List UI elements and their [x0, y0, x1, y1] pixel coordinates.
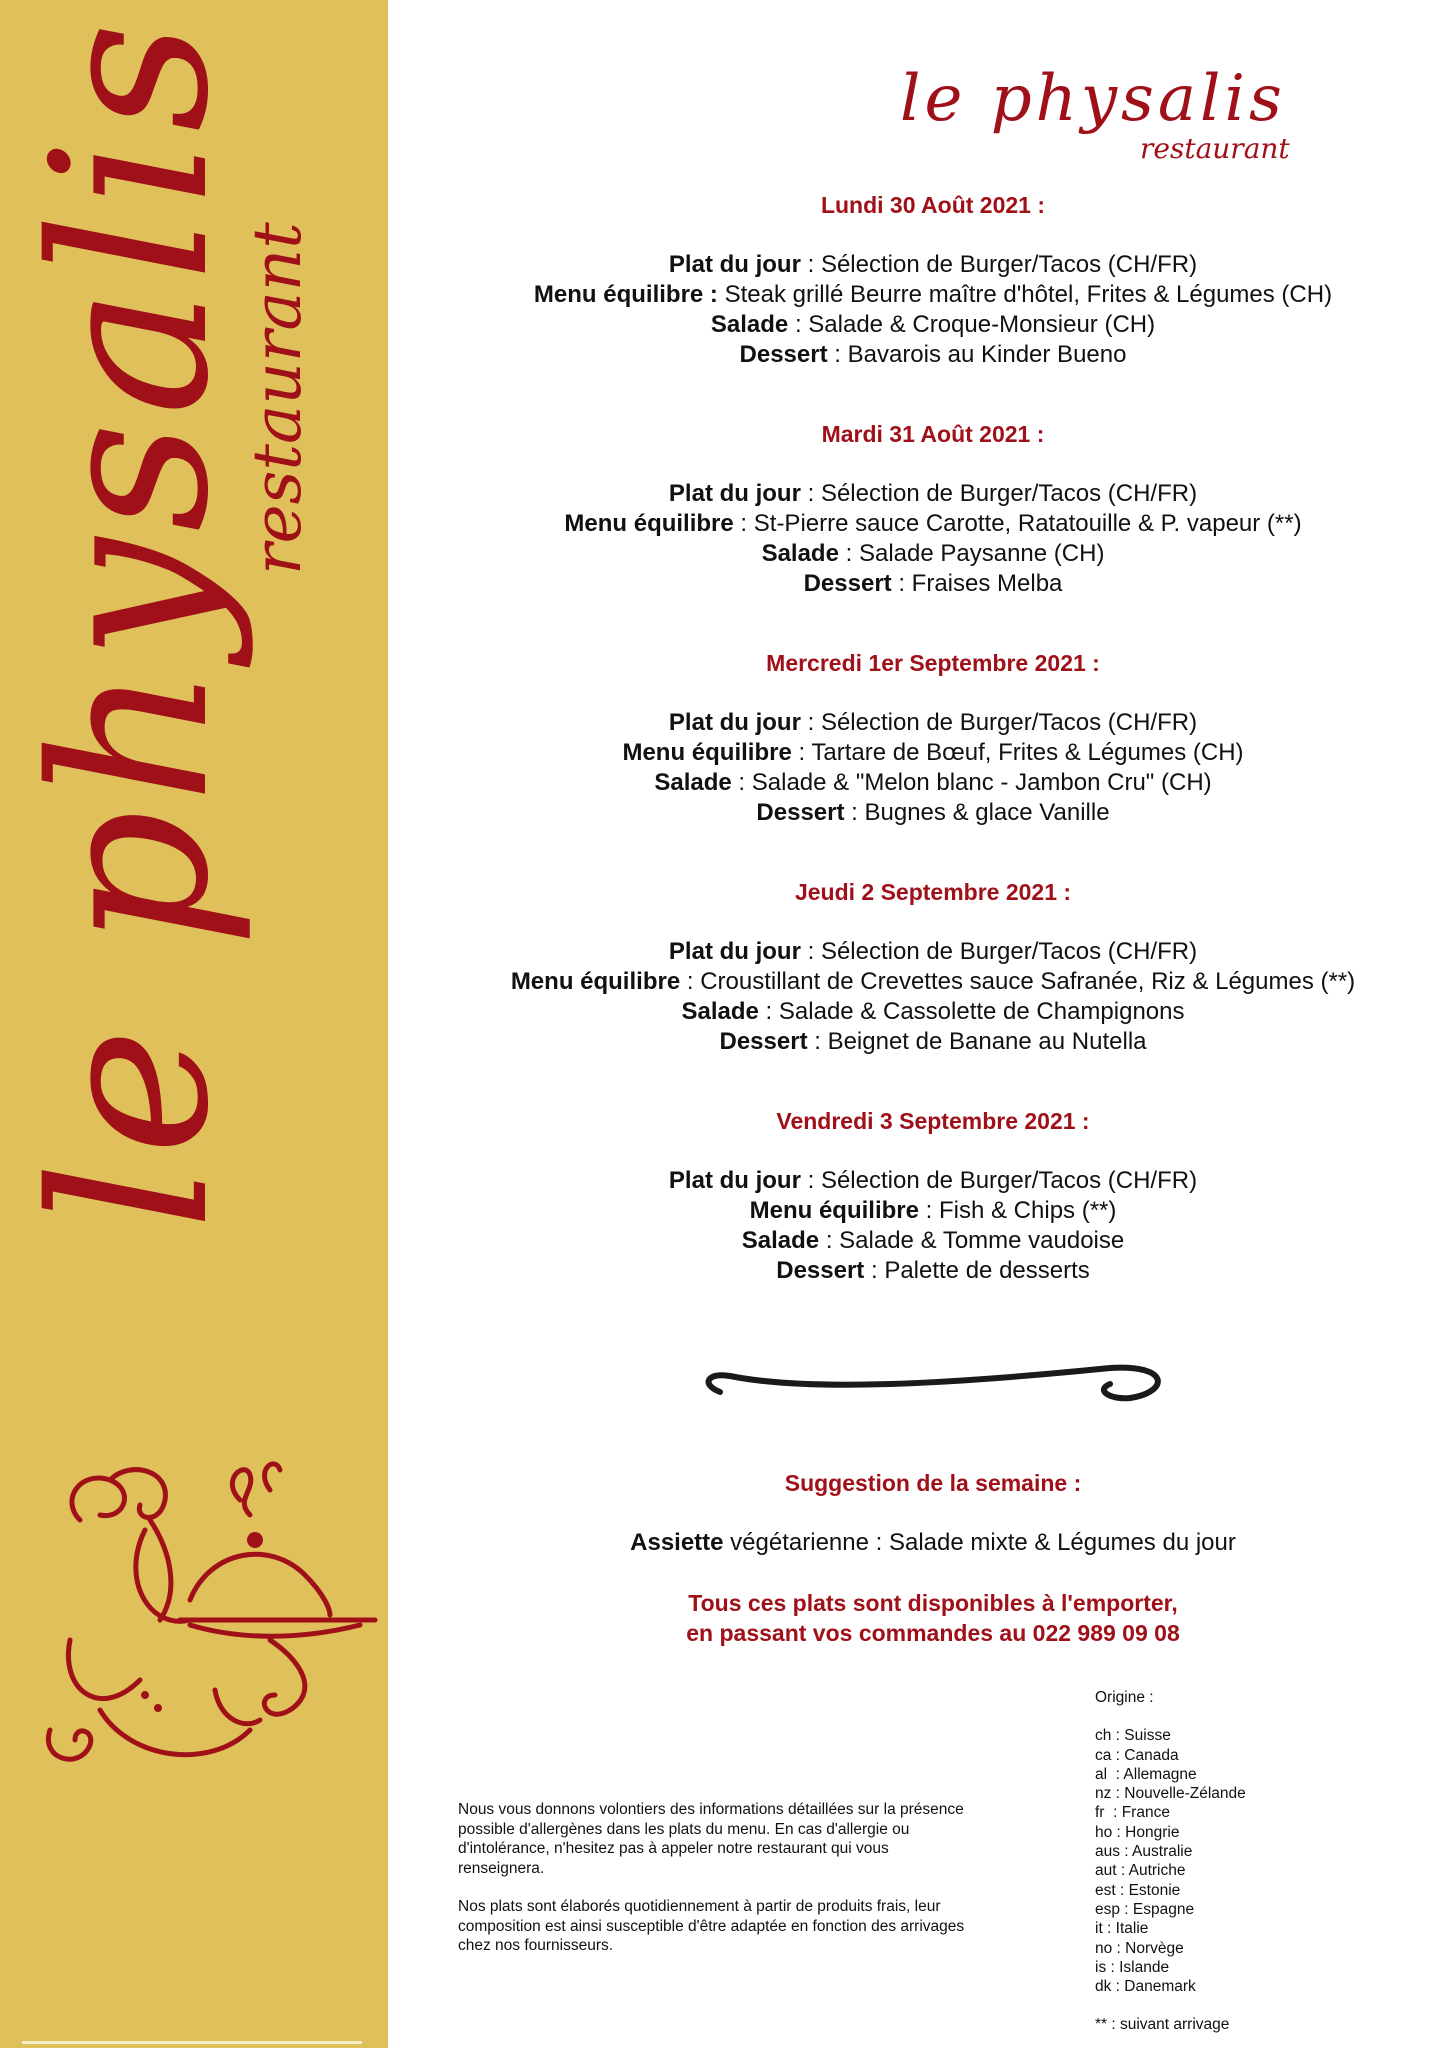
day-title: Mardi 31 Août 2021 :: [821, 421, 1045, 447]
day-title: Jeudi 2 Septembre 2021 :: [794, 879, 1072, 905]
dish-category: Salade: [741, 1227, 820, 1254]
dish-line: [420, 798, 1446, 828]
vertical-logo: [0, 0, 388, 1400]
dish-separator: :: [807, 1028, 828, 1055]
dish-description: Sélection de Burger/Tacos (CH/FR): [820, 251, 1198, 278]
dish-category: Dessert: [739, 341, 828, 368]
decorative-flourish: [690, 1362, 1170, 1422]
dish-description: Fish & Chips (**): [939, 1197, 1117, 1224]
dish-category: Dessert: [719, 1028, 808, 1055]
day-section: [420, 1106, 1446, 1286]
origin-item: fr : France: [1095, 1804, 1170, 1822]
dish-category: Plat du jour: [668, 251, 801, 278]
suggestion-title: Suggestion de la semaine :: [784, 1470, 1082, 1496]
dish-separator: :: [838, 540, 859, 567]
dish-line: [420, 768, 1446, 798]
dish-line: [420, 479, 1446, 509]
origin-title: Origine :: [1095, 1689, 1154, 1706]
header-logo-tagline: restaurant: [1140, 132, 1290, 165]
dish-category: Menu équilibre :: [533, 281, 718, 308]
origin-item: al : Allemagne: [1095, 1765, 1197, 1783]
dish-description: Salade Paysanne (CH): [858, 540, 1105, 567]
dish-description: Salade & Tomme vaudoise: [839, 1227, 1125, 1254]
dish-category: Plat du jour: [668, 480, 801, 507]
dish-line: [420, 569, 1446, 599]
suggestion-label-plain: végétarienne: [723, 1529, 869, 1556]
dish-line: [420, 280, 1446, 310]
suggestion-dish: [420, 1528, 1446, 1558]
dish-category: Plat du jour: [668, 938, 801, 965]
origin-item: aus : Australie: [1095, 1843, 1193, 1861]
dish-line: [420, 1166, 1446, 1196]
day-section: [420, 190, 1446, 370]
takeaway-line-2: en passant vos commandes au 022 989 09 08: [686, 1620, 1180, 1646]
dish-description: Salade & "Melon blanc - Jambon Cru" (CH): [751, 769, 1212, 796]
dish-description: Salade & Croque-Monsieur (CH): [808, 311, 1156, 338]
dish-description: Sélection de Burger/Tacos (CH/FR): [820, 1167, 1198, 1194]
origin-item: nz : Nouvelle-Zélande: [1095, 1785, 1246, 1803]
takeaway-line-1: Tous ces plats sont disponibles à l'emporter,: [688, 1590, 1178, 1616]
dish-line: [420, 250, 1446, 280]
dish-line: [420, 509, 1446, 539]
dish-line: [420, 310, 1446, 340]
dish-description: Sélection de Burger/Tacos (CH/FR): [820, 938, 1198, 965]
dish-line: [420, 1226, 1446, 1256]
origin-item: esp : Espagne: [1095, 1900, 1195, 1918]
dish-line: [420, 1256, 1446, 1286]
dish-category: Salade: [761, 540, 839, 567]
dish-line: [420, 539, 1446, 569]
sidebar-bottom-rule: [22, 2041, 362, 2044]
allergen-paragraph-1: Nous vous donnons volontiers des informations détaillées sur la présence possible d'allergènes dans les plats du menu. En cas d'allergie ou d'intolérance, n'hesitez pas à appeler notre restaurant qui vous renseignera.: [458, 1801, 964, 1877]
dish-category: Menu équilibre: [749, 1197, 919, 1224]
dish-separator: :: [800, 251, 821, 278]
dish-description: Fraises Melba: [911, 570, 1063, 597]
day-section: [420, 419, 1446, 599]
suggestion-sep: :: [868, 1529, 889, 1556]
dish-line: [420, 340, 1446, 370]
dish-separator: :: [864, 1257, 885, 1284]
dish-category: Plat du jour: [668, 709, 801, 736]
origin-note: ** : suivant arrivage: [1095, 2016, 1230, 2034]
dish-category: Menu équilibre: [564, 510, 734, 537]
dish-description: Tartare de Bœuf, Frites & Légumes (CH): [811, 739, 1244, 766]
dish-description: Salade & Cassolette de Champignons: [778, 998, 1185, 1025]
dish-separator: :: [800, 938, 821, 965]
dish-separator: :: [791, 739, 812, 766]
dish-description: Croustillant de Crevettes sauce Safranée, Riz & Légumes (**): [700, 968, 1356, 995]
dish-separator: :: [844, 799, 865, 826]
dish-description: Sélection de Burger/Tacos (CH/FR): [820, 709, 1198, 736]
dish-category: Dessert: [803, 570, 892, 597]
dish-line: [420, 738, 1446, 768]
dish-separator: :: [733, 510, 754, 537]
dish-description: Bugnes & glace Vanille: [864, 799, 1110, 826]
dish-category: Menu équilibre: [510, 968, 681, 995]
dish-description: St-Pierre sauce Carotte, Ratatouille & P. vapeur (**): [753, 510, 1302, 537]
dish-line: [420, 967, 1446, 997]
sidebar-band: [0, 0, 388, 2048]
dish-line: [420, 937, 1446, 967]
dish-separator: :: [827, 341, 848, 368]
takeaway-notice: [420, 1588, 1446, 1648]
header-logo-name: le physalis: [900, 62, 1286, 136]
dish-category: Menu équilibre: [622, 739, 792, 766]
header-logo: [900, 58, 1380, 178]
origin-item: est : Estonie: [1095, 1881, 1181, 1899]
dish-line: [420, 1196, 1446, 1226]
chef-waiter-illustration: [40, 1460, 380, 1780]
weekly-menu: [420, 190, 1446, 1335]
allergen-paragraph-2: Nos plats sont élaborés quotidiennement à partir de produits frais, leur composition est ainsi susceptible d'être adaptée en fonction des arrivages chez nos fournisseurs.: [458, 1898, 965, 1954]
origin-legend: [1095, 1688, 1395, 2035]
weekly-suggestion: [420, 1468, 1446, 1648]
origin-item: ca : Canada: [1095, 1746, 1179, 1764]
dish-separator: :: [758, 998, 779, 1025]
day-title: Mercredi 1er Septembre 2021 :: [766, 650, 1100, 676]
vertical-logo-tagline: restaurant: [239, 222, 316, 575]
dish-description: Bavarois au Kinder Bueno: [847, 341, 1127, 368]
dish-separator: :: [800, 709, 821, 736]
dish-separator: :: [800, 1167, 821, 1194]
dish-separator: :: [918, 1197, 939, 1224]
origin-item: ch : Suisse: [1095, 1727, 1171, 1745]
day-section: [420, 648, 1446, 828]
dish-description: Steak grillé Beurre maître d'hôtel, Frites & Légumes (CH): [724, 281, 1333, 308]
dish-separator: :: [891, 570, 912, 597]
allergen-notice: [458, 1800, 978, 1975]
origin-item: aut : Autriche: [1095, 1862, 1186, 1880]
origin-item: is : Islande: [1095, 1958, 1170, 1976]
dish-separator: :: [680, 968, 701, 995]
dish-separator: :: [788, 311, 809, 338]
dish-category: Salade: [654, 769, 732, 796]
origin-item: ho : Hongrie: [1095, 1823, 1180, 1841]
dish-separator: :: [731, 769, 752, 796]
dish-separator: [718, 281, 725, 308]
dish-category: Dessert: [776, 1257, 865, 1284]
dish-description: Sélection de Burger/Tacos (CH/FR): [820, 480, 1198, 507]
origin-item: dk : Danemark: [1095, 1978, 1196, 1996]
dish-category: Plat du jour: [668, 1167, 801, 1194]
day-title: Vendredi 3 Septembre 2021 :: [776, 1108, 1090, 1134]
dish-line: [420, 1027, 1446, 1057]
origin-item: no : Norvège: [1095, 1939, 1184, 1957]
suggestion-label-bold: Assiette: [630, 1529, 724, 1556]
vertical-logo-name: le physalis: [5, 15, 256, 1230]
dish-description: Beignet de Banane au Nutella: [827, 1028, 1147, 1055]
dish-separator: :: [800, 480, 821, 507]
day-section: [420, 877, 1446, 1057]
origin-item: it : Italie: [1095, 1920, 1149, 1938]
dish-category: Dessert: [756, 799, 845, 826]
dish-description: Palette de desserts: [884, 1257, 1090, 1284]
day-title: Lundi 30 Août 2021 :: [820, 192, 1046, 218]
dish-separator: :: [819, 1227, 840, 1254]
dish-category: Salade: [681, 998, 759, 1025]
dish-category: Salade: [710, 311, 789, 338]
dish-line: [420, 708, 1446, 738]
dish-line: [420, 997, 1446, 1027]
suggestion-value: Salade mixte & Légumes du jour: [888, 1529, 1236, 1556]
